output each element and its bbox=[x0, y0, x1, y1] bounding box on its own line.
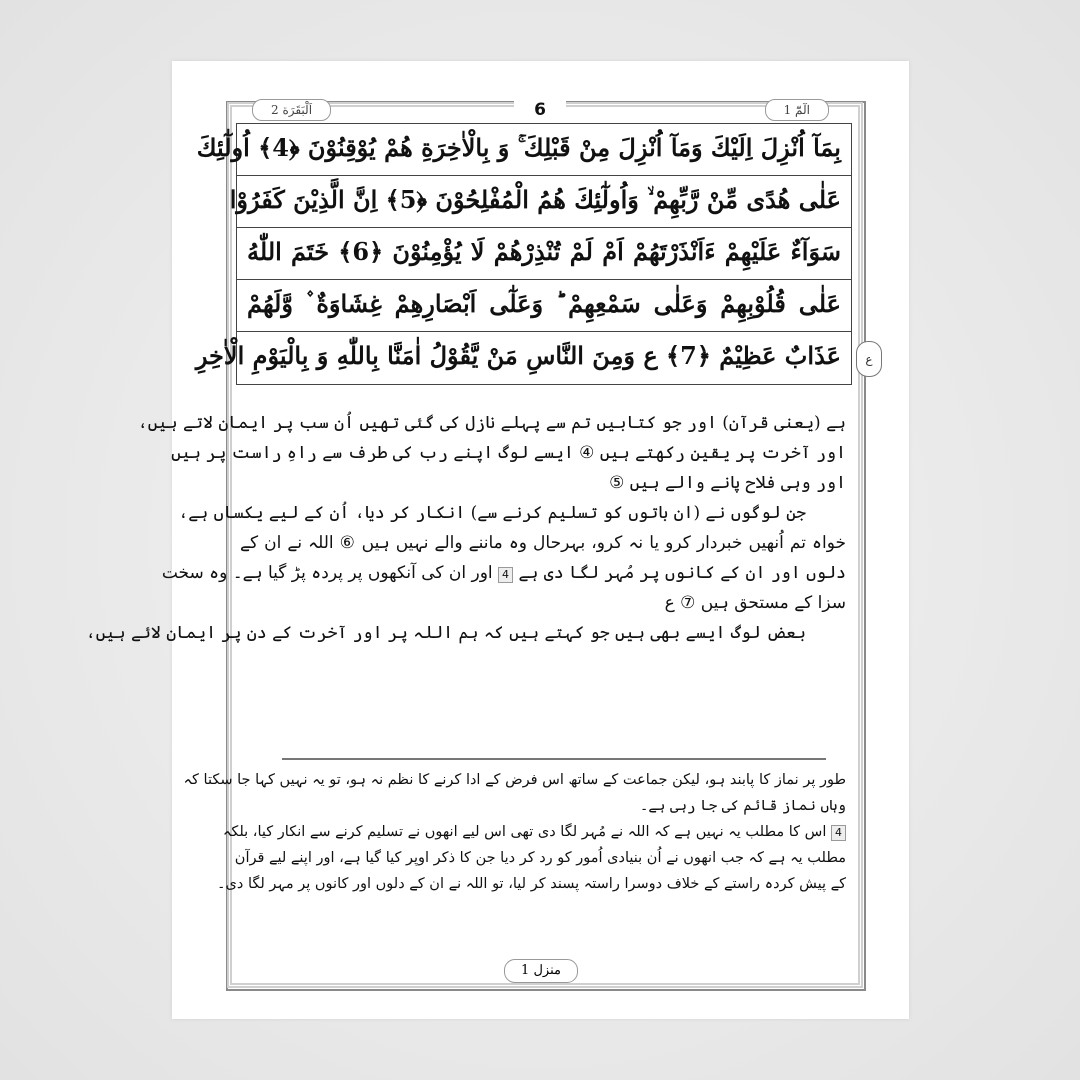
arabic-line-1: بِمَآ اُنْزِلَ اِلَيْكَ وَمَآ اُنْزِلَ مِنْ قَبْلِكَ ۚ وَ بِالْاٰخِرَةِ هُمْ يُوْقِنُوْنَ ﴿4﴾ اُولٰٓئِكَ bbox=[237, 124, 851, 176]
translation-line-6-a: دلوں اور ان کے کانوں پر مُہر لگا دی ہے bbox=[518, 563, 846, 583]
translation-line-8: بعض لوگ ایسے بھی ہیں جو کہتے ہیں کہ ہم اللہ پر اور آخرت کے دن پر ایمان لائے ہیں، bbox=[85, 623, 806, 643]
arabic-line-5: عَذَابٌ عَظِيْمٌ ﴿7﴾ ع وَمِنَ النَّاسِ مَنْ يَّقُوْلُ اٰمَنَّا بِاللّٰهِ وَ بِالْيَوْمِ الْاٰخِرِ bbox=[195, 341, 841, 370]
manzil-footer: منزل 1 bbox=[504, 959, 578, 983]
translation-line-6 bbox=[161, 558, 846, 588]
note-line-3 bbox=[222, 819, 846, 845]
translation-line-2: اور آخرت پر یقین رکھتے ہیں ④ ایسے لوگ اپنے رب کی طرف سے راہِ راست پر ہیں bbox=[171, 443, 846, 463]
translation-line-6-b: اور ان کی آنکھوں پر پردہ پڑ گیا ہے۔ وہ سخت bbox=[161, 563, 493, 583]
footnote-ref[interactable]: 4 bbox=[498, 567, 513, 583]
arabic-verse-block bbox=[195, 123, 852, 385]
arabic-line-2: عَلٰى هُدًى مِّنْ رَّبِّهِمْ ۙ وَاُولٰٓئِكَ هُمُ الْمُفْلِحُوْنَ ﴿5﴾ اِنَّ الَّذِيْنَ كَفَرُوْا bbox=[237, 176, 851, 228]
footnote-divider bbox=[282, 758, 826, 760]
note-line-5: کے پیش کردہ راستے کے خلاف دوسرا راستہ پسند کر لیا، تو اللہ نے ان کے دلوں اور کانوں پر مہر لگا دی۔ bbox=[217, 876, 846, 892]
page-number: 6 bbox=[514, 99, 566, 121]
note-number: 4 bbox=[831, 825, 846, 841]
note-line-4: مطلب یہ ہے کہ جب انھوں نے اُن بنیادی اُمور کو رد کر دیا جن کا ذکر اوپر کیا گیا ہے، اور اپنے لیے قرآن bbox=[234, 850, 846, 866]
ruku-marker: ع bbox=[856, 341, 882, 377]
arabic-line-3: سَوَآءٌ عَلَيْهِمْ ءَاَنْذَرْتَهُمْ اَمْ لَمْ تُنْذِرْهُمْ لَا يُؤْمِنُوْنَ ﴿6﴾ خَتَمَ اللّٰهُ bbox=[237, 228, 851, 280]
arabic-line-4: عَلٰى قُلُوْبِهِمْ وَعَلٰى سَمْعِهِمْ ؕ وَعَلٰٓى اَبْصَارِهِمْ غِشَاوَةٌ ۫ وَّلَهُمْ bbox=[237, 280, 851, 332]
translation-line-1: ہے (یعنی قرآن) اور جو کتابیں تم سے پہلے نازل کی گئی تھیں اُن سب پر ایمان لاتے ہیں، bbox=[137, 413, 846, 433]
urdu-translation bbox=[85, 408, 846, 648]
translation-line-7: سزا کے مستحق ہیں ⑦ ع bbox=[664, 593, 846, 613]
translation-line-3: اور وہی فلاح پانے والے ہیں ⑤ bbox=[609, 473, 846, 493]
surah-header-left: اَلْبَقَرَة 2 bbox=[252, 99, 331, 121]
translation-line-4: جن لوگوں نے (ان باتوں کو تسلیم کرنے سے) انکار کر دیا، اُن کے لیے یکساں ہے، bbox=[178, 503, 806, 523]
footnotes bbox=[183, 767, 846, 897]
note-line-1: طور پر نماز کا پابند ہو، لیکن جماعت کے ساتھ اس فرض کے ادا کرنے کا نظم نہ ہو، تو یہ نہیں کہا جا سکتا کہ bbox=[183, 772, 846, 788]
translation-line-5: خواہ تم اُنھیں خبردار کرو یا نہ کرو، بہرحال وہ ماننے والے نہیں ہیں ⑥ اللہ نے ان کے bbox=[240, 533, 846, 553]
surah-header-right: الٓمّٓ 1 bbox=[765, 99, 829, 121]
quran-page bbox=[85, 61, 909, 1019]
note-line-2: وہاں نماز قائم کی جا رہی ہے۔ bbox=[639, 798, 846, 814]
note-line-3-text: اس کا مطلب یہ نہیں ہے کہ اللہ نے مُہر لگا دی تھی اس لیے انھوں نے تسلیم کرنے سے انکار کیا، بلکہ bbox=[222, 824, 827, 840]
